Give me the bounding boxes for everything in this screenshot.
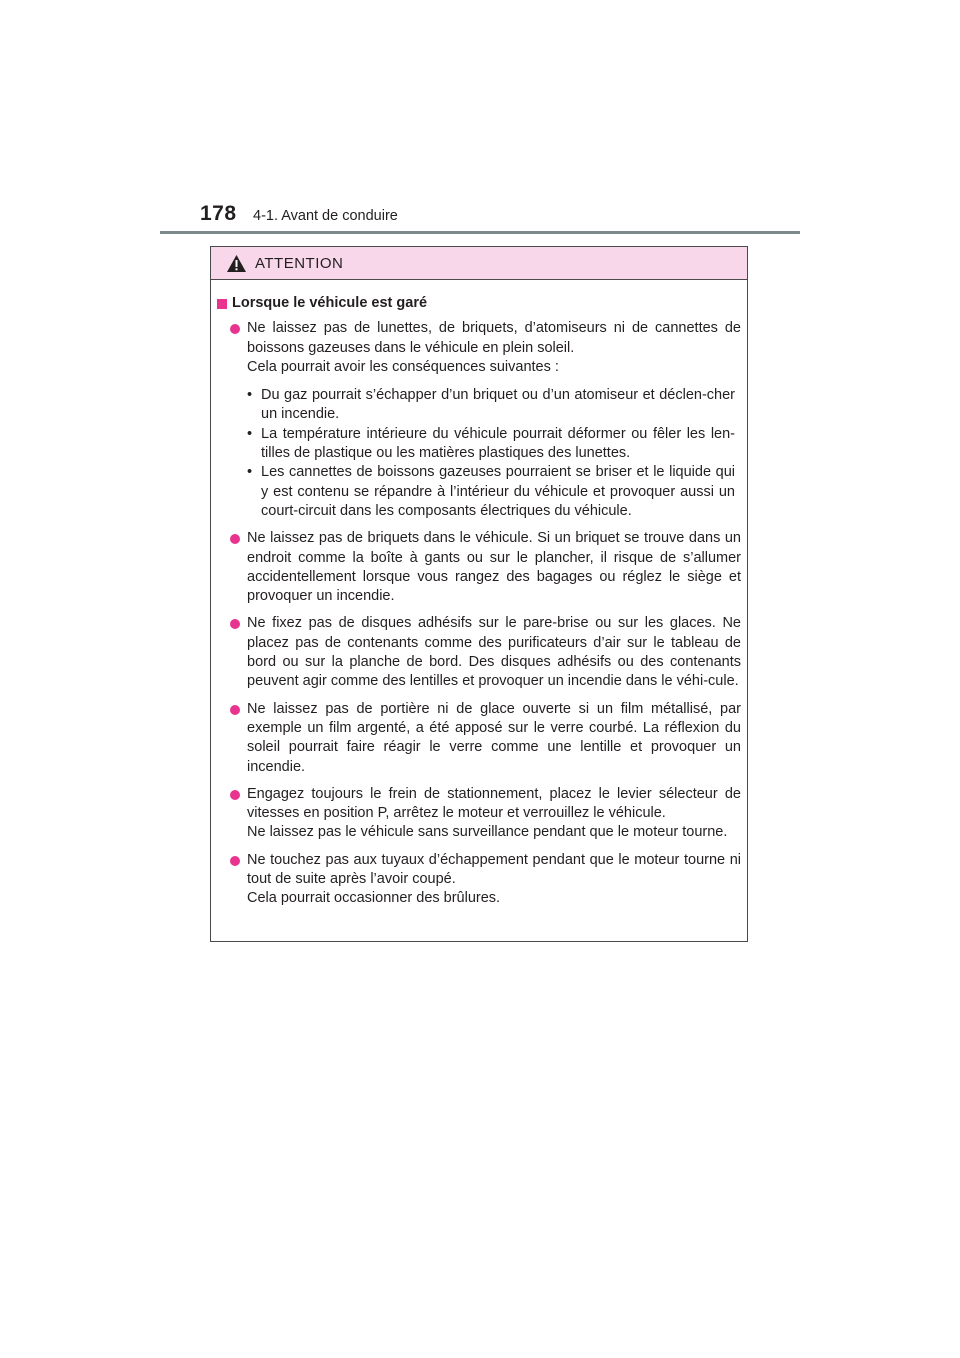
item-text [247,614,741,691]
sub-bullet-list [247,386,741,521]
list-item [217,851,741,909]
item-text [247,851,741,909]
circle-bullet-icon [230,705,240,715]
item-paragraph: Cela pourrait occasionner des brûlures. [247,890,501,907]
section-title: 4-1. Avant de conduire [253,208,398,224]
circle-bullet-icon [230,856,240,866]
sub-bullet-text: Les cannettes de boissons gazeuses pourraient se briser et le liquide qui y est contenu se répandre à l’intérieur du véhicule et provoquer aussi un court-circuit dans les composants électriques du véhicule. [261,464,735,519]
sub-bullet-item [247,425,741,464]
circle-bullet-icon [230,790,240,800]
list-item [217,614,741,691]
bullet-mark: • [247,425,253,442]
sub-bullet-text: La température intérieure du véhicule pourrait déformer ou fêler les len-tilles de plastique ou les matières plastiques des lunettes. [261,425,735,462]
warning-subheading [217,294,741,313]
bullet-mark: • [247,464,253,481]
warning-triangle-icon [226,254,247,273]
circle-bullet-icon [230,534,240,544]
list-item [217,785,741,843]
circle-bullet-icon [230,619,240,629]
item-text [247,529,741,606]
subheading-text: Lorsque le véhicule est garé [232,295,428,311]
item-paragraph: Ne laissez pas de briquets dans le véhicule. Si un briquet se trouve dans un endroit comme la boîte à gants ou sur le plancher, il risque de s’allumer accidentellement lorsque vous rangez des bagages ou réglez le siège et provoquer un incendie. [247,530,741,605]
item-paragraph: Ne laissez pas de portière ni de glace ouverte si un film métallisé, par exemple un film argenté, a été apposé sur le verre courbé. La réflexion du soleil pourrait faire réagir le verre comme une lentille et provoquer un incendie. [247,700,741,775]
item-text [247,700,741,777]
square-bullet-icon [217,299,227,309]
header-rule [160,231,800,234]
item-text [247,319,741,521]
warning-header [211,247,747,280]
sub-bullet-text: Du gaz pourrait s’échapper d’un briquet ou d’un atomiseur et déclen-cher un incendie. [261,387,735,423]
page-number: 178 [200,202,237,225]
list-item [217,700,741,777]
item-paragraph: Engagez toujours le frein de stationnement, placez le levier sélecteur de vitesses en position P, arrêtez le moteur et verrouillez le véhicule. [247,785,741,822]
circle-bullet-icon [230,324,240,334]
item-paragraph: Ne laissez pas de lunettes, de briquets, d’atomiseurs ni de cannettes de boissons gazeuses dans le véhicule en plein soleil. [247,320,741,356]
item-paragraph: Ne laissez pas le véhicule sans surveillance pendant que le moteur tourne. [247,824,728,841]
warning-title: ATTENTION [255,254,344,272]
item-text [247,785,741,843]
item-paragraph: Ne touchez pas aux tuyaux d’échappement pendant que le moteur tourne ni tout de suite après l’avoir coupé. [247,851,741,888]
list-item [217,529,741,606]
sub-bullet-item [247,463,741,521]
item-paragraph: Cela pourrait avoir les conséquences suivantes : [247,358,559,375]
warning-body [211,280,747,909]
bullet-mark: • [247,387,253,404]
item-paragraph: Ne fixez pas de disques adhésifs sur le pare-brise ou sur les glaces. Ne placez pas de contenants comme des purificateurs d’air sur le tableau de bord ou sur la planche de bord. Des disques adhésifs ou des contenants peuvent agir comme des lentilles et provoquer un incendie dans le véhi-cule. [247,615,741,690]
warning-box [210,246,748,942]
sub-bullet-item [247,386,741,425]
list-item [217,319,741,521]
